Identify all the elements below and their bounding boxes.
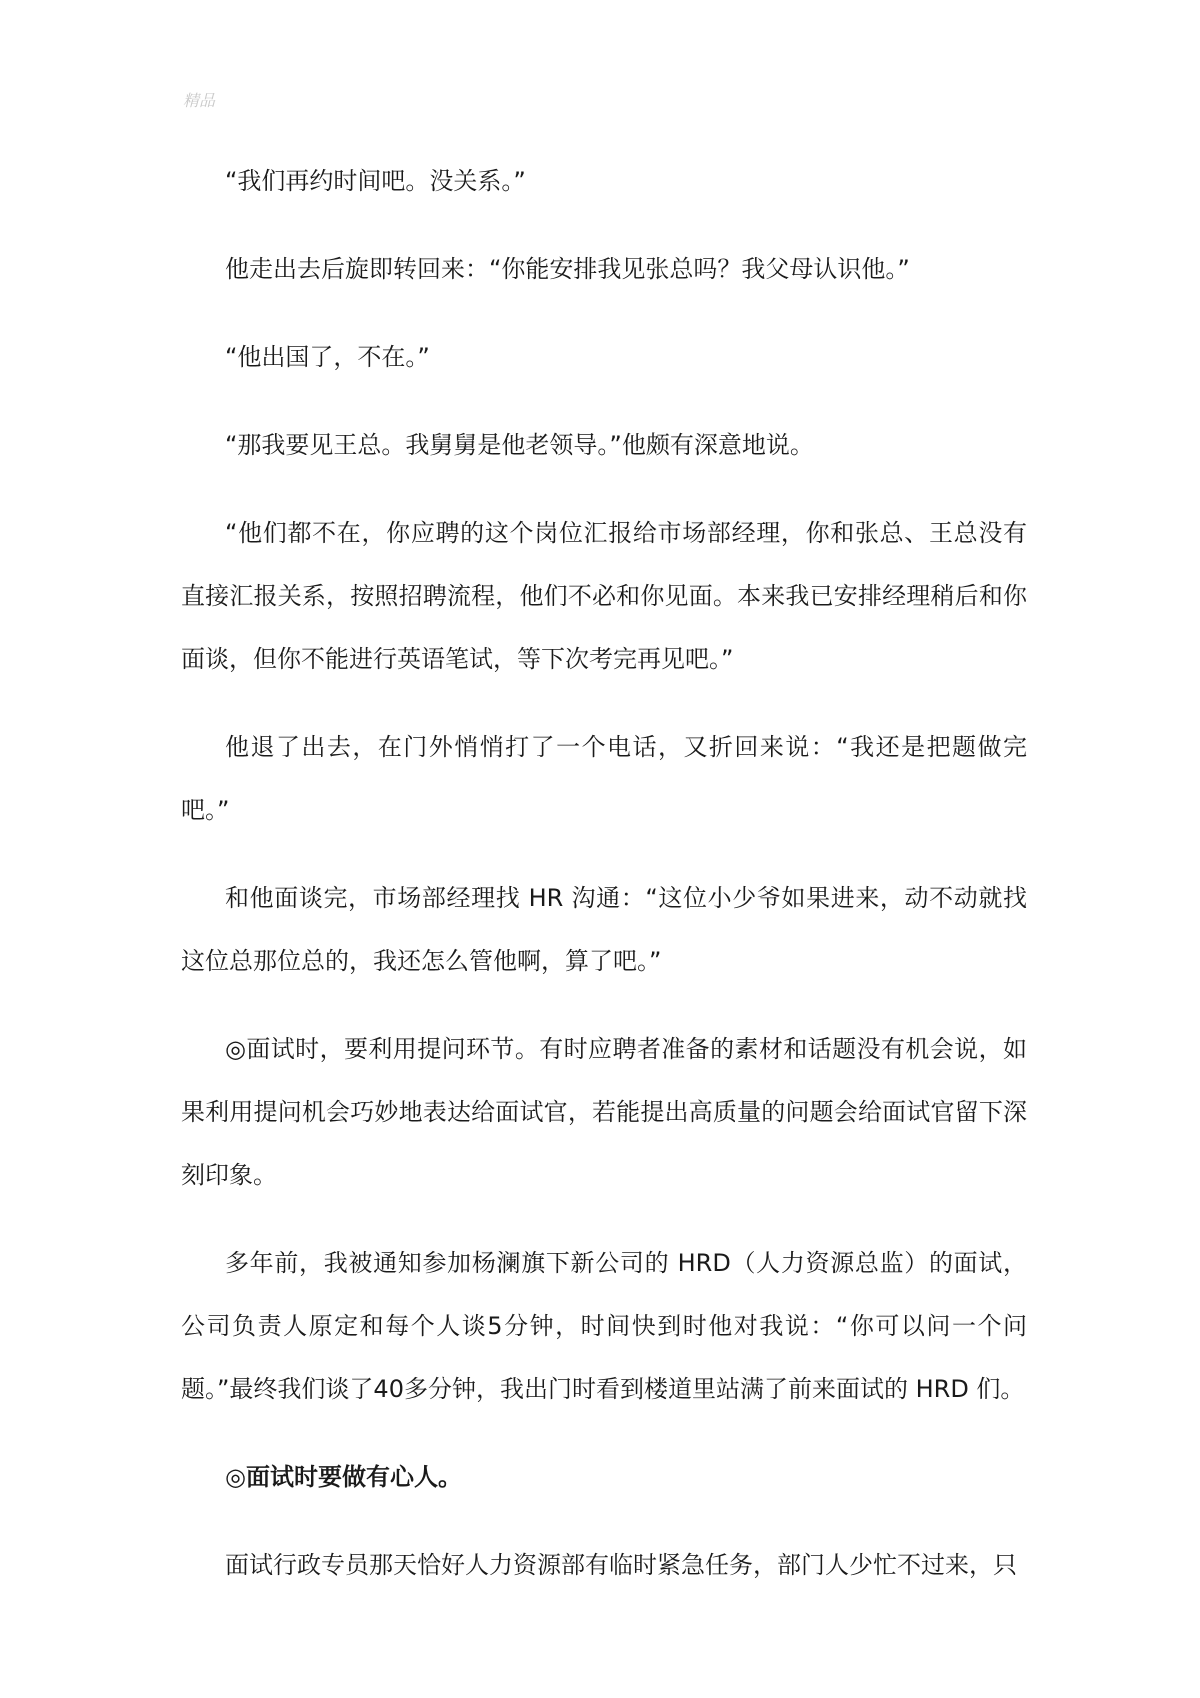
- section-heading: ◎面试时要做有心人。: [225, 1463, 462, 1491]
- document-body: [181, 150, 1027, 1622]
- paragraph: “他们都不在，你应聘的这个岗位汇报给市场部经理，你和张总、王总没有直接汇报关系，按照招聘流程，他们不必和你见面。本来我已安排经理稍后和你面谈，但你不能进行英语笔试，等下次考完再见吧。”: [181, 519, 1027, 673]
- paragraph: “那我要见王总。我舅舅是他老领导。”他颇有深意地说。: [225, 431, 814, 459]
- paragraph: 和他面谈完，市场部经理找 HR 沟通：“这位小少爷如果进来，动不动就找这位总那位总的，我还怎么管他啊，算了吧。”: [181, 884, 1027, 975]
- paragraph: “我们再约时间吧。没关系。”: [225, 167, 526, 195]
- paragraph: 他退了出去，在门外悄悄打了一个电话，又折回来说：“我还是把题做完吧。”: [181, 733, 1027, 824]
- paragraph: ◎面试时，要利用提问环节。有时应聘者准备的素材和话题没有机会说，如果利用提问机会巧妙地表达给面试官，若能提出高质量的问题会给面试官留下深刻印象。: [181, 1035, 1027, 1189]
- paragraph: 他走出去后旋即转回来：“你能安排我见张总吗？我父母认识他。”: [225, 255, 910, 283]
- paragraph: 面试行政专员那天恰好人力资源部有临时紧急任务，部门人少忙不过来，只: [225, 1551, 1017, 1579]
- header-watermark: 精品: [183, 91, 216, 110]
- paragraph: 多年前，我被通知参加杨澜旗下新公司的 HRD（人力资源总监）的面试，公司负责人原定和每个人谈5分钟，时间快到时他对我说：“你可以问一个问题。”最终我们谈了40多分钟，我出门时看到楼道里站满了前来面试的 HRD 们。: [181, 1249, 1027, 1403]
- paragraph: “他出国了，不在。”: [225, 343, 430, 371]
